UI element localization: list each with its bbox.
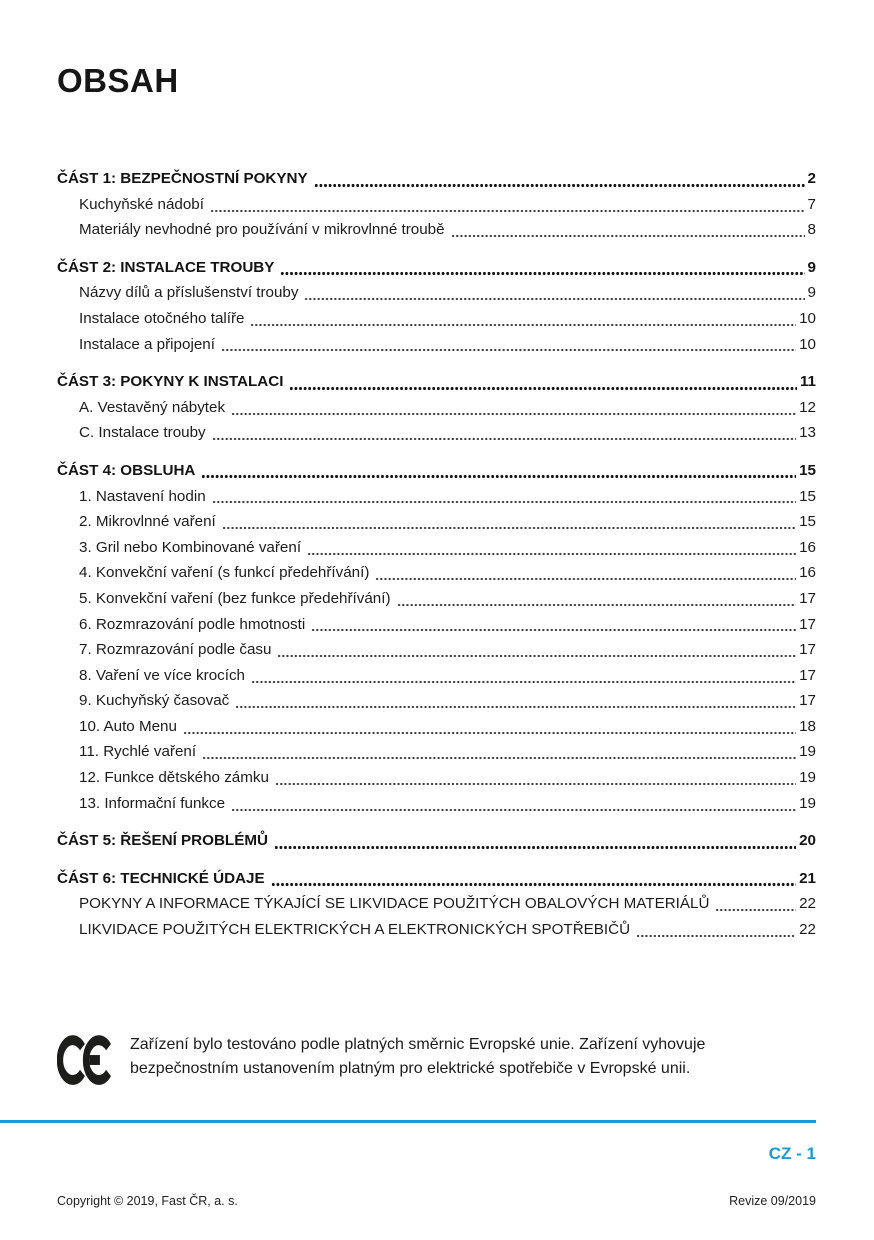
toc-entry-title: 12. Funkce dětského zámku: [79, 769, 269, 787]
toc-section-title: ČÁST 3: POKYNY K INSTALACI: [57, 373, 284, 391]
toc-entry-title: 9. Kuchyňský časovač: [79, 692, 230, 710]
toc-page-number: 19: [799, 743, 816, 761]
dot-leader: [280, 255, 804, 281]
toc-entry-title: Kuchyňské nádobí: [79, 195, 204, 213]
toc-page-number: 12: [799, 398, 816, 416]
dot-leader: [715, 891, 796, 917]
toc-section-title: ČÁST 4: OBSLUHA: [57, 461, 196, 479]
page-title: OBSAH: [57, 62, 179, 99]
toc-entry-row: [57, 192, 816, 218]
dot-leader: [397, 586, 797, 612]
toc-section-row: [57, 369, 816, 395]
toc-entry-title: 4. Konvekční vaření (s funkcí předehřívání): [79, 564, 370, 582]
toc-entry-title: 7. Rozmrazování podle času: [79, 641, 272, 659]
toc-entry-row: [57, 917, 816, 943]
toc-page-number: 2: [807, 170, 816, 187]
dot-leader: [231, 395, 796, 421]
toc-entry-title: Instalace a připojení: [79, 335, 215, 353]
toc-section: [57, 369, 816, 446]
toc-section: [57, 458, 816, 816]
dot-leader: [210, 192, 805, 218]
toc-entry-row: [57, 280, 816, 306]
toc-entry-title: 1. Nastavení hodin: [79, 487, 206, 505]
toc-entry-row: [57, 765, 816, 791]
dot-leader: [250, 306, 796, 332]
toc-section-title: ČÁST 5: ŘEŠENÍ PROBLÉMŮ: [57, 832, 268, 850]
toc-entry-row: [57, 714, 816, 740]
toc-page-number: 17: [799, 692, 816, 710]
toc-section: [57, 166, 816, 243]
toc-entry-row: [57, 395, 816, 421]
toc-entry-row: [57, 586, 816, 612]
dot-leader: [221, 332, 796, 358]
dot-leader: [235, 688, 796, 714]
copyright-text: Copyright © 2019, Fast ČR, a. s.: [57, 1194, 238, 1208]
toc-page-number: 19: [799, 794, 816, 812]
toc-entry-row: [57, 484, 816, 510]
dot-leader: [277, 637, 796, 663]
toc-entry-row: [57, 535, 816, 561]
toc-entry-row: [57, 332, 816, 358]
toc-entry-title: C. Instalace trouby: [79, 424, 206, 442]
toc-entry-row: [57, 739, 816, 765]
dot-leader: [202, 739, 796, 765]
dot-leader: [222, 509, 796, 535]
toc-page-number: 17: [799, 589, 816, 607]
dot-leader: [307, 535, 796, 561]
toc-entry-title: 3. Gril nebo Kombinované vaření: [79, 538, 302, 556]
toc-entry-title: 5. Konvekční vaření (bez funkce předehřívání): [79, 589, 391, 607]
dot-leader: [201, 458, 796, 484]
dot-leader: [636, 917, 796, 943]
toc-entry-title: A. Vestavěný nábytek: [79, 398, 226, 416]
dot-leader: [304, 280, 804, 306]
toc-page-number: 9: [807, 284, 816, 302]
toc-page-number: 15: [799, 487, 816, 505]
toc-entry-row: [57, 217, 816, 243]
toc-page-number: 16: [799, 564, 816, 582]
dot-leader: [212, 420, 796, 446]
toc-entry-title: 10. Auto Menu: [79, 717, 177, 735]
toc-entry-row: [57, 420, 816, 446]
toc-section-title: ČÁST 6: TECHNICKÉ ÚDAJE: [57, 869, 265, 887]
revision-text: Revize 09/2019: [729, 1194, 816, 1208]
toc-entry-title: 6. Rozmrazování podle hmotnosti: [79, 615, 306, 633]
toc-section-row: [57, 866, 816, 892]
toc-entry-row: [57, 560, 816, 586]
footer-accent-rule: [0, 1120, 816, 1123]
toc-page-number: 10: [799, 309, 816, 327]
toc-page-number: 17: [799, 666, 816, 684]
toc-page-number: 20: [799, 832, 816, 850]
toc-entry-title: 13. Informační funkce: [79, 794, 226, 812]
toc-entry-row: [57, 612, 816, 638]
toc-entry-row: [57, 688, 816, 714]
ce-mark-icon: [57, 1032, 115, 1088]
dot-leader: [274, 828, 796, 854]
toc-section: [57, 255, 816, 357]
table-of-contents: [57, 166, 816, 943]
toc-page-number: 17: [799, 615, 816, 633]
dot-leader: [314, 166, 805, 192]
toc-page-number: 15: [799, 513, 816, 531]
toc-section-row: [57, 166, 816, 192]
dot-leader: [311, 612, 796, 638]
toc-page-number: 19: [799, 769, 816, 787]
toc-entry-title: Názvy dílů a příslušenství trouby: [79, 284, 299, 302]
toc-entry-row: [57, 509, 816, 535]
toc-page-number: 13: [799, 424, 816, 442]
page-footer: [57, 1194, 816, 1208]
toc-entry-row: [57, 663, 816, 689]
toc-page-number: 22: [799, 921, 816, 939]
toc-section-title: ČÁST 1: BEZPEČNOSTNÍ POKYNY: [57, 170, 308, 187]
dot-leader: [375, 560, 796, 586]
ce-notice: [57, 1030, 816, 1088]
toc-page-number: 16: [799, 538, 816, 556]
toc-entry-title: Materiály nevhodné pro používání v mikrovlnné troubě: [79, 221, 445, 239]
page-number-label: CZ - 1: [768, 1144, 816, 1163]
toc-page-number: 7: [807, 195, 816, 213]
toc-page-number: 21: [799, 869, 816, 887]
toc-page-number: 22: [799, 895, 816, 913]
toc-section-row: [57, 255, 816, 281]
toc-section: [57, 828, 816, 854]
toc-page-number: 18: [799, 717, 816, 735]
dot-leader: [183, 714, 796, 740]
dot-leader: [451, 217, 805, 243]
toc-section-title: ČÁST 2: INSTALACE TROUBY: [57, 258, 275, 276]
toc-entry-row: [57, 637, 816, 663]
toc-entry-row: [57, 791, 816, 817]
toc-page-number: 9: [807, 258, 816, 276]
toc-entry-title: LIKVIDACE POUŽITÝCH ELEKTRICKÝCH A ELEKTRONICKÝCH SPOTŘEBIČŮ: [79, 921, 631, 939]
toc-page-number: 11: [799, 373, 816, 391]
dot-leader: [271, 866, 797, 892]
toc-entry-row: [57, 891, 816, 917]
ce-notice-text: Zařízení bylo testováno podle platných směrnic Evropské unie. Zařízení vyhovuje bezpečnostním ustanovením platným pro elektrické spotřebiče v Evropské unii.: [130, 1036, 706, 1077]
toc-section-row: [57, 828, 816, 854]
toc-page-number: 15: [799, 461, 816, 479]
toc-entry-title: POKYNY A INFORMACE TÝKAJÍCÍ SE LIKVIDACE POUŽITÝCH OBALOVÝCH MATERIÁLŮ: [79, 895, 710, 913]
toc-page-number: 17: [799, 641, 816, 659]
toc-entry-title: 8. Vaření ve více krocích: [79, 666, 246, 684]
toc-entry-title: 11. Rychlé vaření: [79, 743, 197, 761]
toc-entry-title: Instalace otočného talíře: [79, 309, 245, 327]
dot-leader: [251, 663, 796, 689]
toc-section-row: [57, 458, 816, 484]
dot-leader: [231, 791, 796, 817]
dot-leader: [212, 484, 796, 510]
dot-leader: [289, 369, 797, 395]
toc-page-number: 10: [799, 335, 816, 353]
dot-leader: [275, 765, 796, 791]
toc-entry-row: [57, 306, 816, 332]
toc-entry-title: 2. Mikrovlnné vaření: [79, 513, 216, 531]
toc-section: [57, 866, 816, 943]
toc-page-number: 8: [807, 221, 816, 239]
